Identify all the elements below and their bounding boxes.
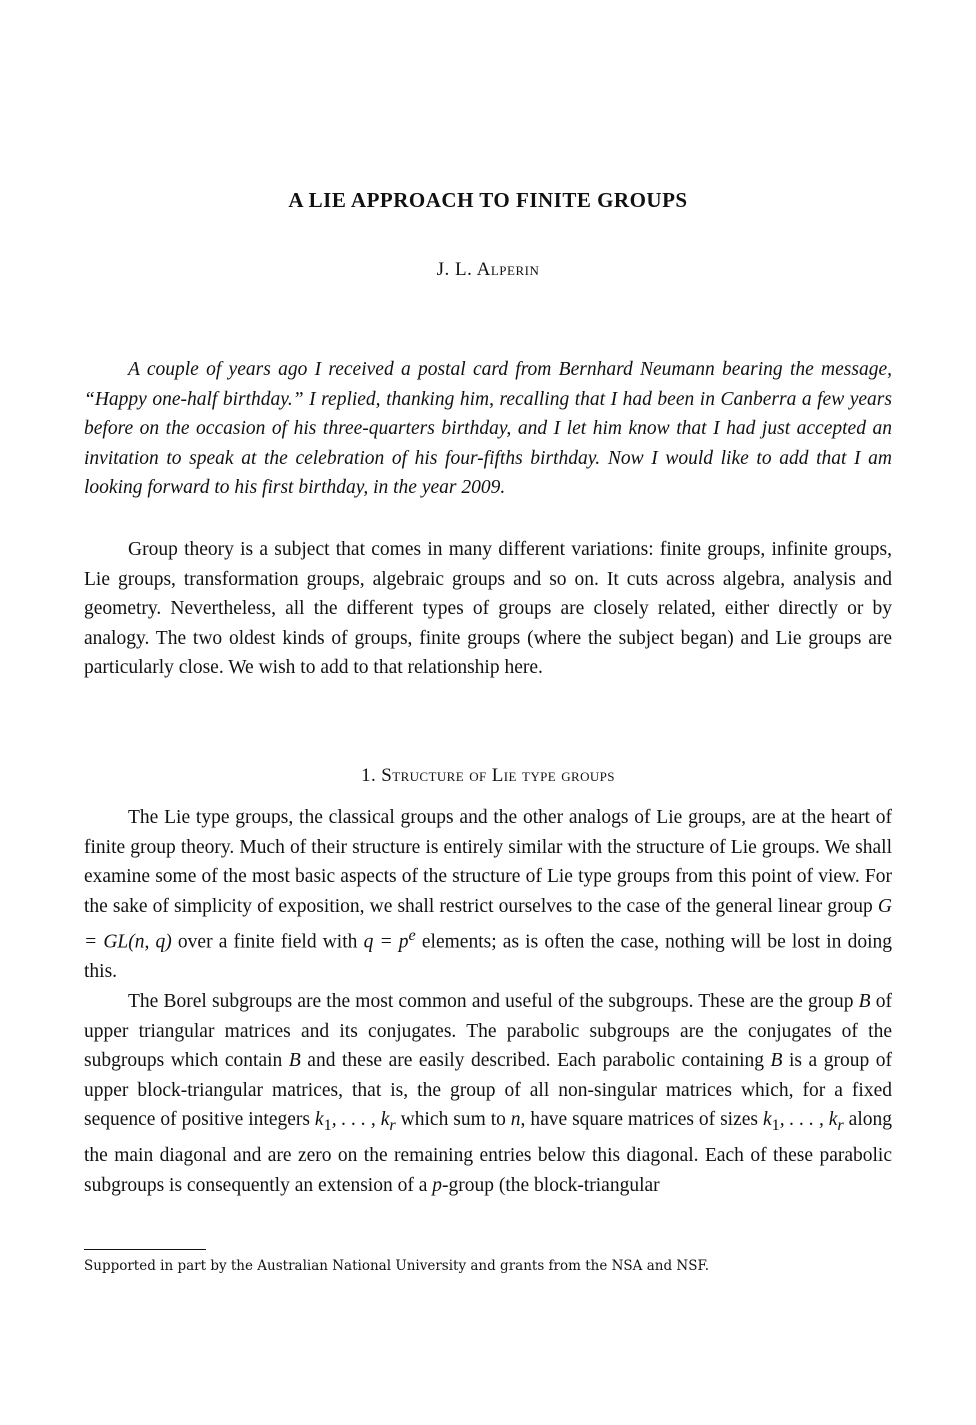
dedication-paragraph xyxy=(84,355,892,503)
text-run: over a finite field with xyxy=(171,931,364,953)
text-run: The Borel subgroups are the most common and useful of the subgroups. These are the group xyxy=(128,991,859,1013)
math-inline: n xyxy=(510,1109,521,1131)
section-heading: 1. Structure of Lie type groups xyxy=(361,765,615,786)
math-inline: q = p xyxy=(363,931,409,953)
math-inline: , . . . , k xyxy=(331,1109,390,1131)
intro-paragraph xyxy=(84,535,892,683)
math-subscript: 1 xyxy=(771,1116,780,1135)
math-inline: B xyxy=(288,1050,301,1072)
footnote-divider xyxy=(84,1249,206,1250)
text-run: which sum to xyxy=(395,1109,511,1131)
paper-title: A LIE APPROACH TO FINITE GROUPS xyxy=(288,188,688,212)
text-run: is a group of upper block-triangular matrices, that is, the group of all non-singular matrices which, for a fixed sequence of positive integers xyxy=(84,1050,892,1131)
text-run: elements; as is often the case, nothing will be lost in doing this. xyxy=(84,931,892,983)
intro-text: Group theory is a subject that comes in many different variations: finite groups, infinite groups, Lie groups, transformation groups, algebraic groups and so on. It cuts across algebra, analysis and geometry. Nevertheless, all the different types of groups are closely related, either directly or by analogy. The two oldest kinds of groups, finite groups (where the subject began) and Lie groups are particularly close. We wish to add to that relationship here. xyxy=(84,539,892,679)
text-run: The Lie type groups, the classical groups and the other analogs of Lie groups, are at the heart of finite group theory. Much of their structure is entirely similar with the structure of Lie groups. We shall examine some of the most basic aspects of the structure of Lie type groups from this point of view. For the sake of simplicity of exposition, we shall restrict ourselves to the case of the general linear group xyxy=(84,807,892,917)
author-name: J. L. Alperin xyxy=(436,259,540,280)
section-paragraph-1 xyxy=(84,803,892,987)
section-paragraph-2 xyxy=(84,987,892,1200)
math-inline: G = GL(n, q) xyxy=(84,895,892,953)
math-inline: k xyxy=(314,1109,324,1131)
footnote: Supported in part by the Australian National University and grants from the NSA and NSF. xyxy=(84,1258,710,1274)
text-run: , have square matrices of sizes xyxy=(520,1109,763,1131)
text-run: -group (the block-triangular xyxy=(441,1174,660,1196)
math-inline: B xyxy=(770,1050,783,1072)
math-inline: k xyxy=(762,1109,772,1131)
math-inline: , . . . , k xyxy=(779,1109,838,1131)
section-body xyxy=(84,803,892,1200)
math-inline: p xyxy=(432,1174,442,1196)
text-run: of upper triangular matrices and its conjugates. The parabolic subgroups are the conjugates of the subgroups which contain xyxy=(84,991,892,1072)
math-subscript: r xyxy=(389,1116,396,1135)
math-superscript: e xyxy=(408,926,416,945)
text-run: and these are easily described. Each parabolic containing xyxy=(300,1050,771,1072)
text-run: along the main diagonal and are zero on the remaining entries below this diagonal. Each of these parabolic subgroups is consequently an extension of a xyxy=(84,1109,893,1196)
math-subscript: r xyxy=(837,1116,844,1135)
dedication-text: A couple of years ago I received a postal card from Bernhard Neumann bearing the message, “Happy one-half birthday.” I replied, thanking him, recalling that I had been in Canberra a few years before on the occasion of his three-quarters birthday, and I let him know that I had just accepted an invitation to speak at the celebration of his four-fifths birthday. Now I would like to add that I am looking forward to his first birthday, in the year 2009. xyxy=(84,359,892,499)
math-subscript: 1 xyxy=(323,1116,332,1135)
math-inline: B xyxy=(858,991,871,1013)
